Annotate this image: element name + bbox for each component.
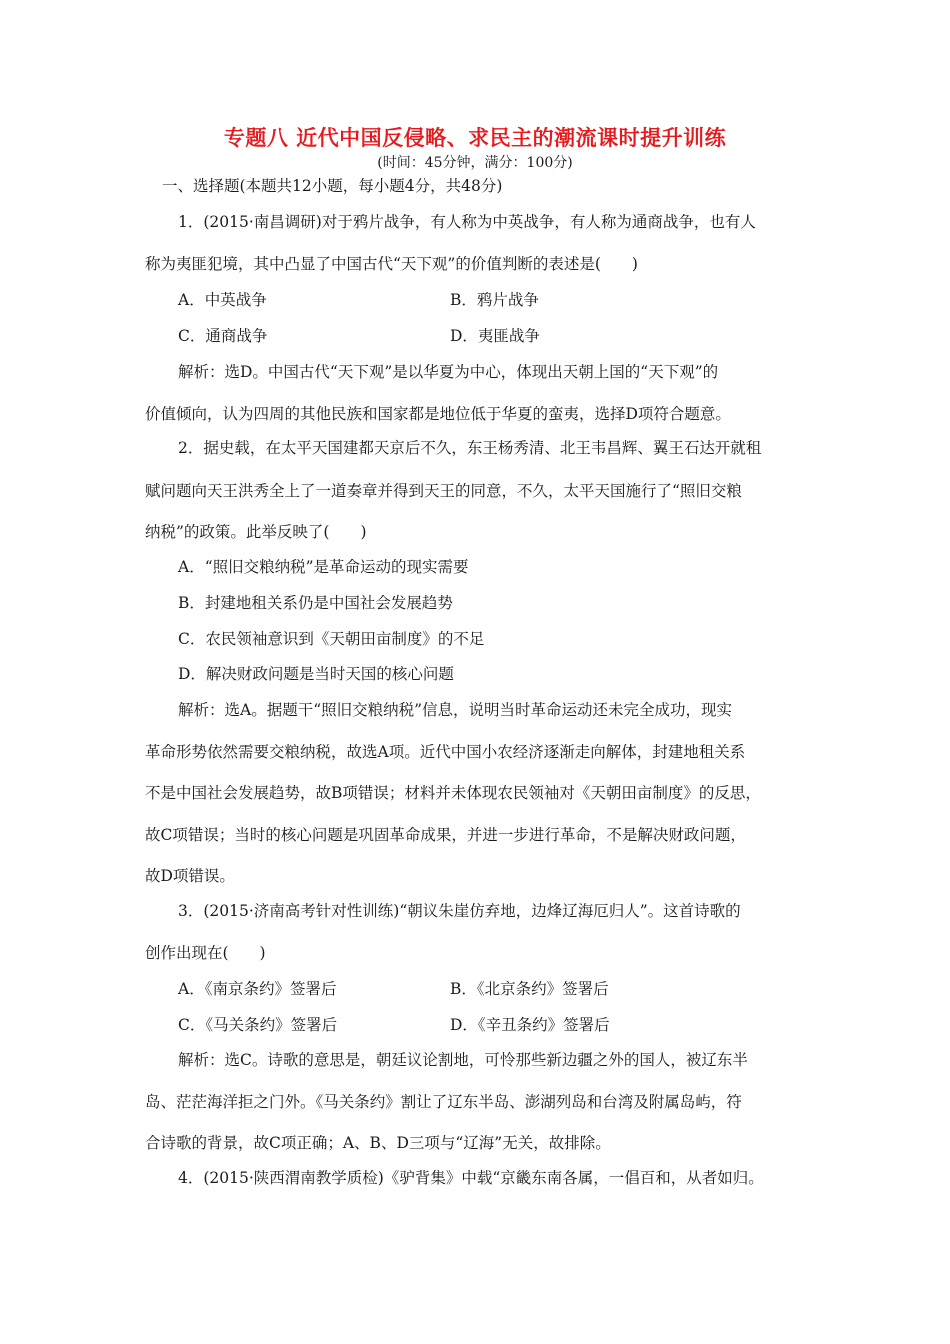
- q2-analysis-line: 故C项错误；当时的核心问题是巩固革命成果，并进一步进行革命，不是解决财政问题，: [145, 826, 746, 844]
- q3-option-b: B．《北京条约》签署后: [450, 980, 609, 998]
- page-subtitle: (时间：45分钟，满分：100分): [377, 155, 573, 171]
- q1-stem-line: 称为夷匪犯境，其中凸显了中国古代“天下观”的价值判断的表述是( ): [145, 255, 638, 273]
- q2-option-b: B．封建地租关系仍是中国社会发展趋势: [178, 594, 453, 612]
- q3-option-a: A．《南京条约》签署后: [178, 980, 337, 998]
- q3-analysis-line: 合诗歌的背景，故C项正确；A、B、D三项与“辽海”无关，故排除。: [145, 1134, 611, 1152]
- q4-stem-line: 4．(2015·陕西渭南教学质检)《驴背集》中载“京畿东南各属，一倡百和，从者如归。: [178, 1169, 764, 1187]
- q2-option-c: C．农民领袖意识到《天朝田亩制度》的不足: [178, 630, 485, 648]
- q2-analysis-line: 不是中国社会发展趋势，故B项错误；材料并未体现农民领袖对《天朝田亩制度》的反思，: [145, 784, 761, 802]
- q2-stem-line: 2．据史载，在太平天国建都天京后不久，东王杨秀清、北王韦昌辉、翼王石达开就租: [178, 439, 762, 457]
- q1-analysis-line: 价值倾向，认为四周的其他民族和国家都是地位低于华夏的蛮夷，选择D项符合题意。: [145, 405, 731, 423]
- q1-stem-line: 1．(2015·南昌调研)对于鸦片战争，有人称为中英战争，有人称为通商战争，也有人: [178, 213, 756, 231]
- q3-option-d: D．《辛丑条约》签署后: [450, 1016, 610, 1034]
- q3-analysis-line: 岛、茫茫海洋拒之门外。《马关条约》割让了辽东半岛、澎湖列岛和台湾及附属岛屿，符: [145, 1093, 742, 1111]
- q1-option-a: A．中英战争: [178, 291, 267, 309]
- q2-stem-line: 赋问题向天王洪秀全上了一道奏章并得到天王的同意，不久，太平天国施行了“照旧交粮: [145, 482, 742, 500]
- q1-option-b: B．鸦片战争: [450, 291, 539, 309]
- q1-option-d: D．夷匪战争: [450, 327, 540, 345]
- q3-analysis-line: 解析：选C。诗歌的意思是，朝廷议论割地，可怜那些新边疆之外的国人，被辽东半: [178, 1051, 748, 1069]
- q1-analysis-line: 解析：选D。中国古代“天下观”是以华夏为中心，体现出天朝上国的“天下观”的: [178, 363, 719, 381]
- q3-option-c: C．《马关条约》签署后: [178, 1016, 338, 1034]
- section-heading: 一、选择题(本题共12小题，每小题4分，共48分): [162, 177, 503, 195]
- q2-analysis-line: 解析：选A。据题干“照旧交粮纳税”信息，说明当时革命运动还未完全成功，现实: [178, 701, 733, 719]
- q2-analysis-line: 故D项错误。: [145, 867, 235, 885]
- q2-analysis-line: 革命形势依然需要交粮纳税，故选A项。近代中国小农经济逐渐走向解体，封建地租关系: [145, 743, 746, 761]
- q2-option-d: D．解决财政问题是当时天国的核心问题: [178, 665, 454, 683]
- q2-option-a: A．“照旧交粮纳税”是革命运动的现实需要: [178, 558, 469, 576]
- q3-stem-line: 3．(2015·济南高考针对性训练)“朝议朱崖仿弃地，边烽辽海厄归人”。这首诗歌的: [178, 902, 741, 920]
- page-title: 专题八 近代中国反侵略、求民主的潮流课时提升训练: [223, 126, 727, 150]
- q1-option-c: C．通商战争: [178, 327, 268, 345]
- q2-stem-line: 纳税”的政策。此举反映了( ): [145, 523, 367, 541]
- q3-stem-line: 创作出现在( ): [145, 944, 266, 962]
